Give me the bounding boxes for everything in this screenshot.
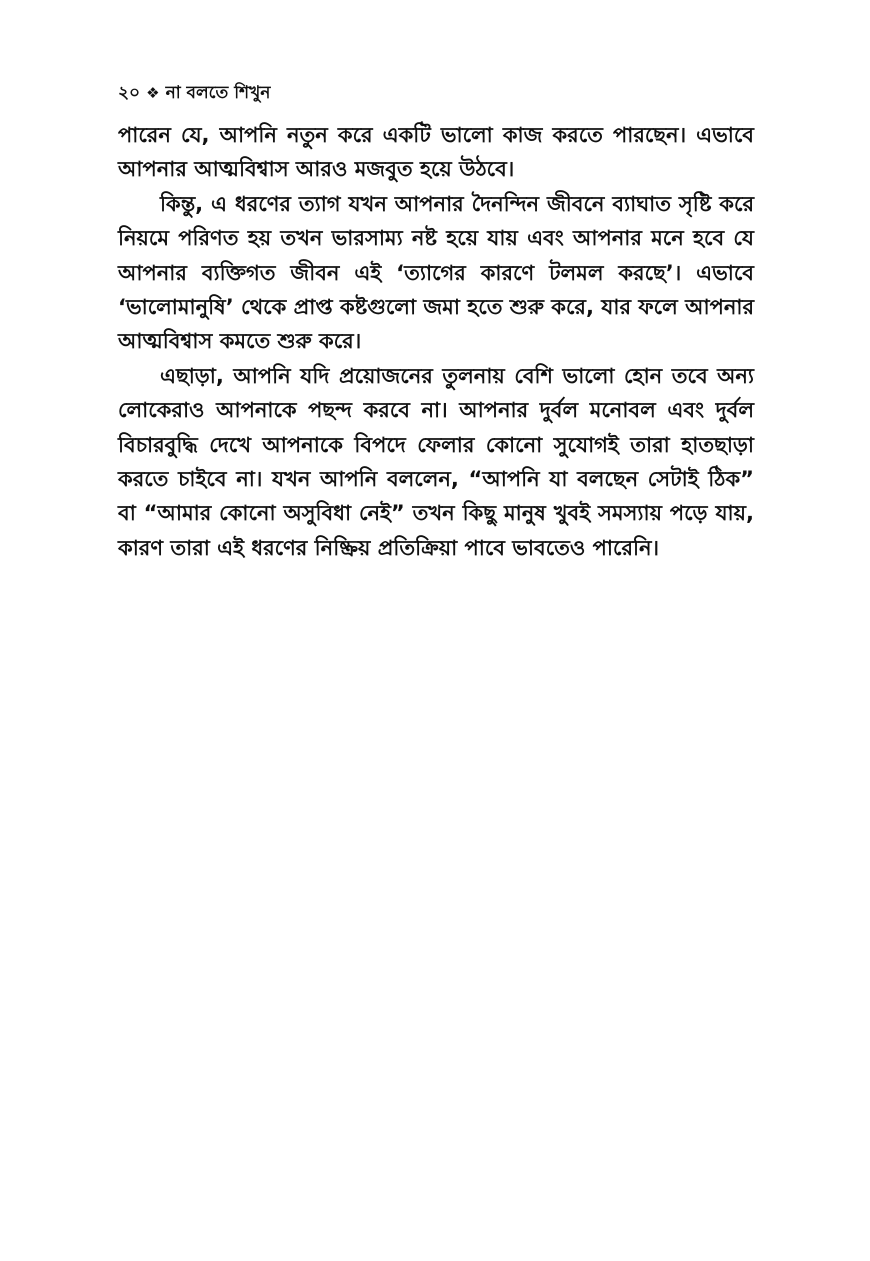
page-number: ২০: [118, 83, 141, 103]
paragraph-3: এছাড়া, আপনি যদি প্রয়োজনের তুলনায় বেশি ভালো হোন তবে অন্য লোকেরাও আপনাকে পছন্দ করবে না। আপনার দুর্বল মনোবল এবং দুর্বল বিচারবুদ্ধি দেখে আপনাকে বিপদে ফেলার কোনো সুযোগই তারা হাতছাড়া করতে চাইবে না। যখন আপনি বললেন, “আপনি যা বলছেন সেটাই ঠিক” বা “আমার কোনো অসুবিধা নেই” তখন কিছু মানুষ খুবই সমস্যায় পড়ে যায়, কারণ তারা এই ধরণের নিষ্ক্রিয় প্রতিক্রিয়া পাবে ভাবতেও পারেনি।: [118, 363, 754, 560]
running-head: [118, 82, 270, 104]
paragraph-2: কিন্তু, এ ধরণের ত্যাগ যখন আপনার দৈনন্দিন জীবনে ব্যাঘাত সৃষ্টি করে নিয়মে পরিণত হয় তখন ভারসাম্য নষ্ট হয়ে যায় এবং আপনার মনে হবে যে আপনার ব্যক্তিগত জীবন এই ‘ত্যাগের কারণে টলমল করছে’। এভাবে ‘ভালোমানুষি’ থেকে প্রাপ্ত কষ্টগুলো জমা হতে শুরু করে, যার ফলে আপনার আত্মবিশ্বাস কমতে শুরু করে।: [118, 191, 754, 354]
book-title: না বলতে শিখুন: [165, 83, 271, 103]
paragraph-1: পারেন যে, আপনি নতুন করে একটি ভালো কাজ করতে পারছেন। এভাবে আপনার আত্মবিশ্বাস আরও মজবুত হয়ে উঠবে।: [118, 123, 754, 182]
body-text: [118, 118, 754, 565]
diamond-separator-icon: ❖: [146, 84, 160, 102]
